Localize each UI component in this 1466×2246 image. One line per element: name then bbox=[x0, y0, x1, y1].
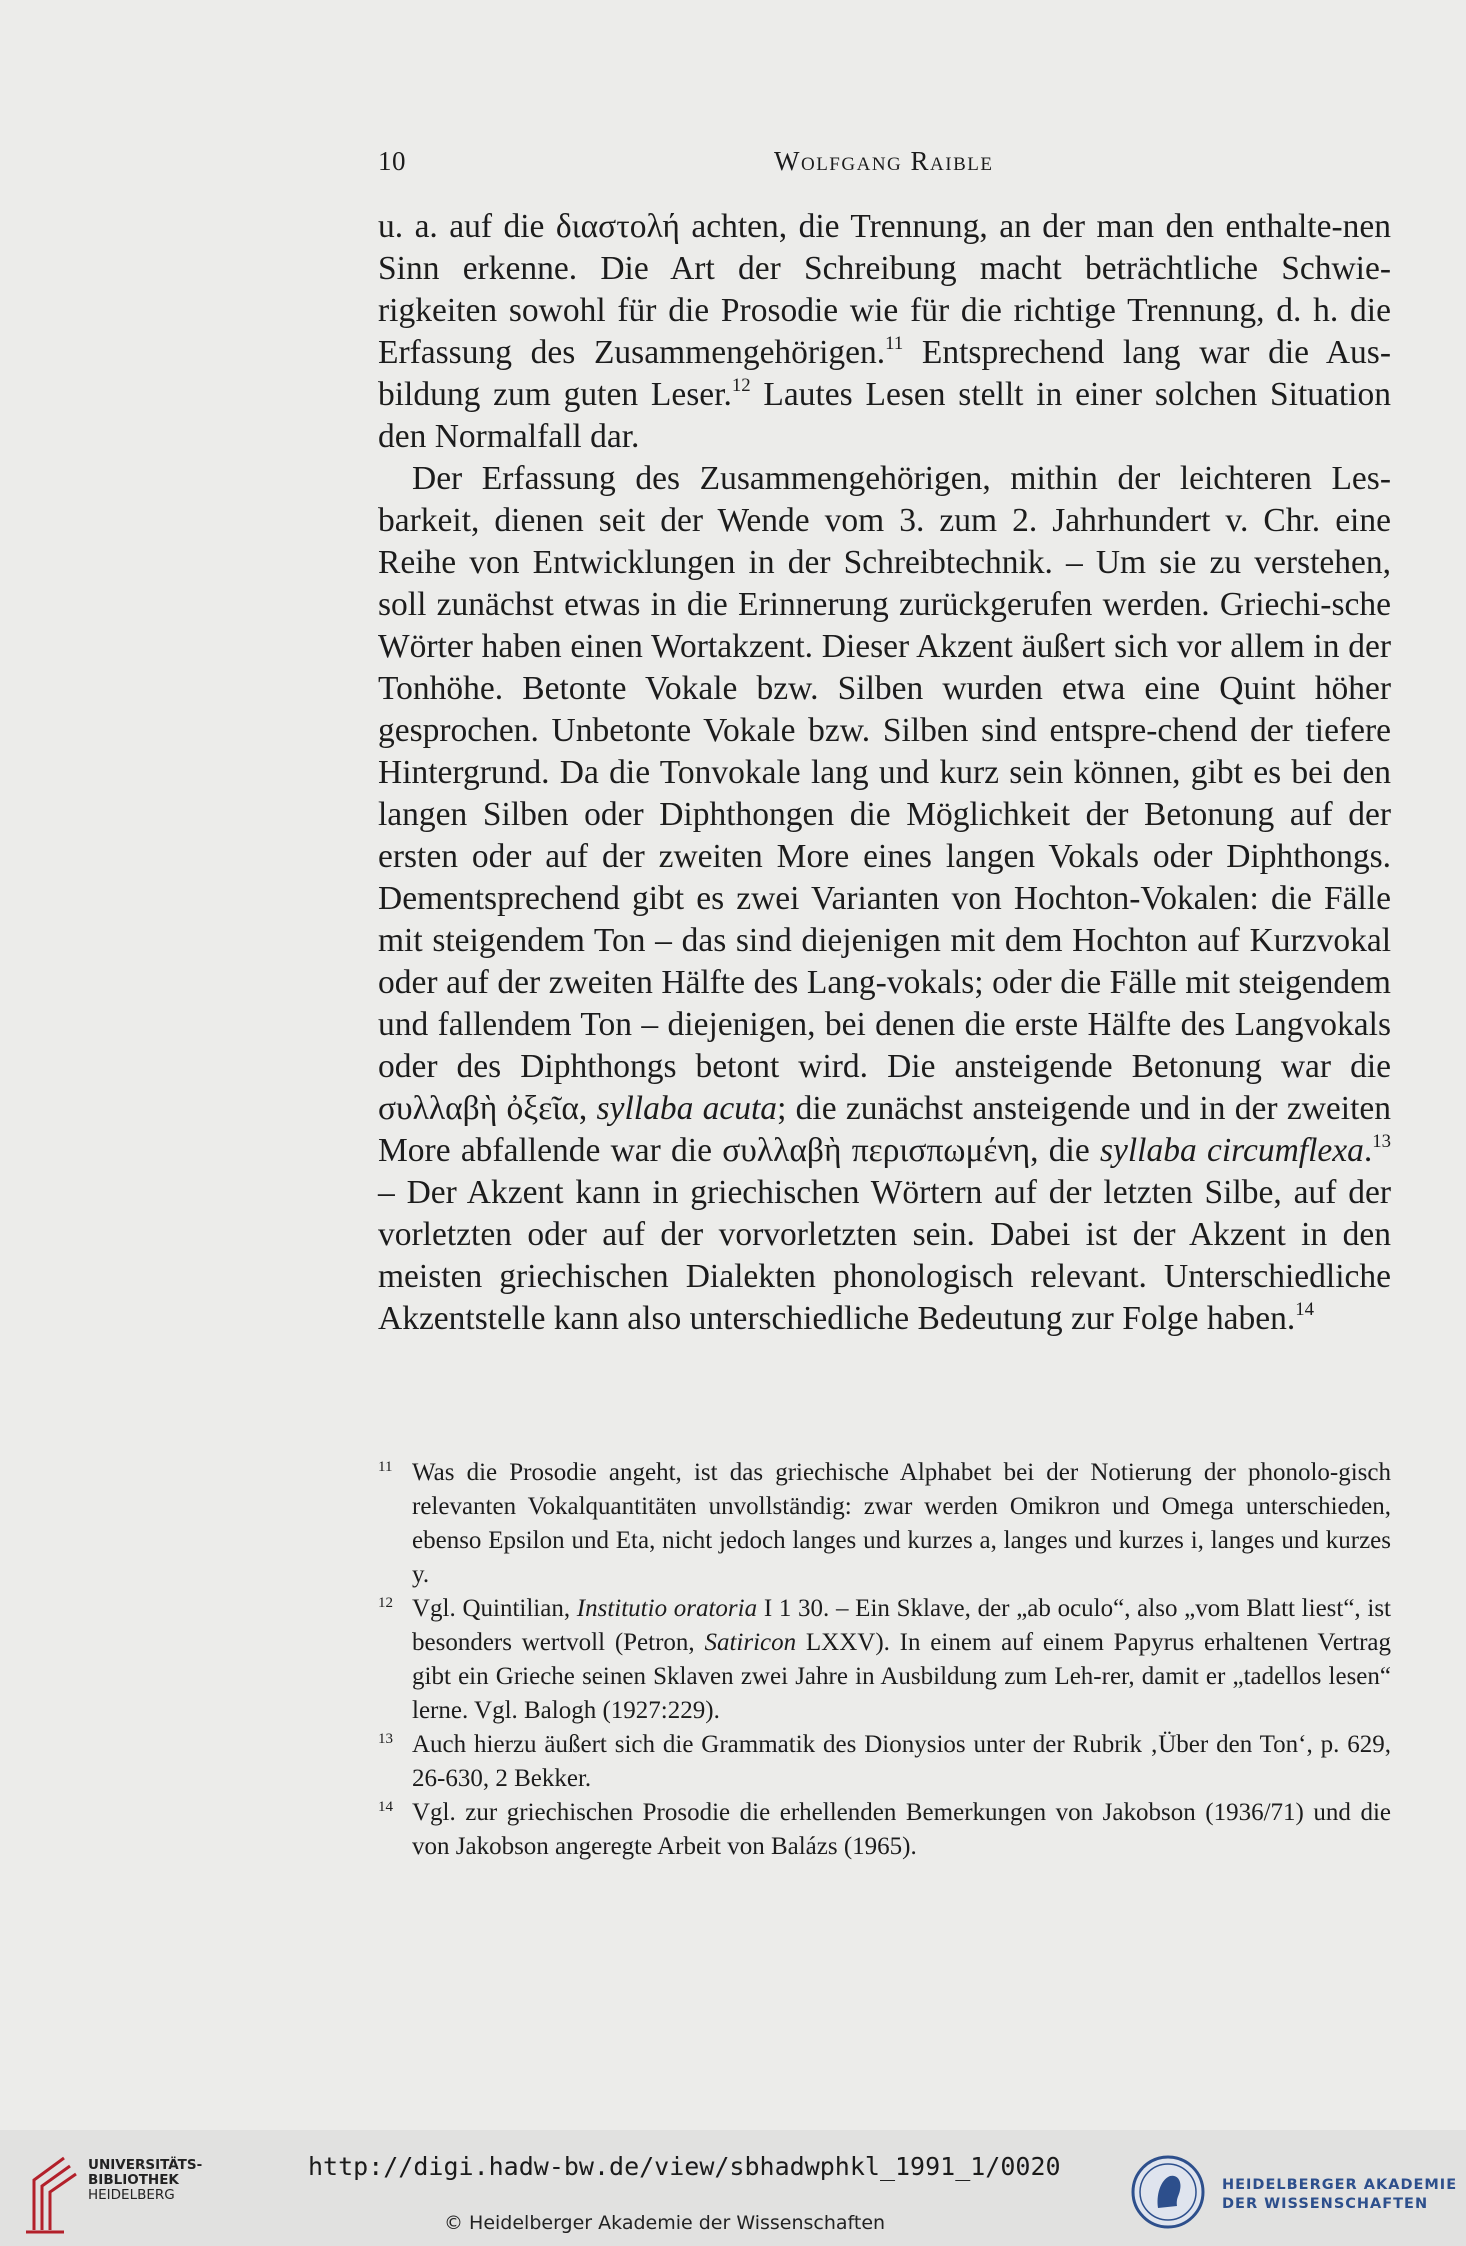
text-run: Lautes Lesen stellt in einer solchen Situation den Normalfall dar. bbox=[378, 376, 1391, 455]
footnote-text: Was die Prosodie angeht, ist das griechische Alphabet bei der Notierung der phonolo-gisch relevanten Vokalquantitäten unvollständig: zwar werden Omikron und Omega unterschieden, ebenso Epsilon und Eta, nicht jedoch langes und kurzes a, langes und kurzes i, langes und kurzes y. bbox=[412, 1459, 1391, 1588]
footnote-number: 12 bbox=[378, 1595, 393, 1611]
library-line: UNIVERSITÄTS- bbox=[88, 2157, 203, 2173]
italic-term: syllaba acuta bbox=[596, 1090, 778, 1127]
footnote-14 bbox=[378, 1796, 1391, 1864]
text-run: Entsprechend lang war die Aus-bildung zum guten Leser. bbox=[378, 334, 1391, 413]
text-run: u. a. auf die διαστολή achten, die Trennung, an der man den enthalte-nen Sinn erkenne. Die Art der Schreibung macht beträchtliche Schwie-rigkeiten sowohl für die Prosodie wie für die richtige Trennung, d. h. die Erfassung des Zusammengehörigen. bbox=[378, 208, 1391, 371]
footnote-ref-14[interactable]: 14 bbox=[1295, 1298, 1314, 1320]
footnote-text: I 1 30. – Ein Sklave, der „ab oculo“, also „vom Blatt liest“, ist besonders wertvoll (Petron, bbox=[412, 1595, 1392, 1656]
footnote-text: Vgl. Quintilian, bbox=[412, 1595, 577, 1622]
page-number: 10 bbox=[378, 146, 406, 176]
academy-line: DER WISSENSCHAFTEN bbox=[1222, 2196, 1429, 2212]
library-line: BIBLIOTHEK bbox=[88, 2172, 179, 2188]
academy-line: HEIDELBERGER AKADEMIE bbox=[1222, 2177, 1458, 2193]
library-line: HEIDELBERG bbox=[88, 2187, 175, 2203]
footnote-number: 13 bbox=[378, 1731, 393, 1747]
paragraph-1 bbox=[378, 206, 1391, 458]
text-run: ; die zunächst ansteigende und in der zweiten More abfallende war die συλλαβὴ περισπωμένη, die bbox=[378, 1090, 1392, 1169]
footnote-number: 11 bbox=[378, 1459, 393, 1475]
footnote-text: Vgl. zur griechischen Prosodie die erhellenden Bemerkungen von Jakobson (1936/71) und die von Jakobson angeregte Arbeit von Balázs (1965). bbox=[412, 1799, 1391, 1860]
viewer-footer bbox=[0, 2130, 1466, 2246]
footnote-text: LXXV). In einem auf einem Papyrus erhaltenen Vertrag gibt ein Grieche seinen Sklaven zwei Jahre in Ausbildung zum Leh-rer, damit er „tadellos lesen“ lerne. Vgl. Balogh (1927:229). bbox=[412, 1629, 1391, 1724]
copyright-notice: © Heidelberger Akademie der Wissenschaften bbox=[444, 2212, 886, 2234]
university-library-logo-icon[interactable] bbox=[20, 2150, 80, 2236]
footnote-ref-12[interactable]: 12 bbox=[731, 374, 751, 396]
paragraph-2 bbox=[378, 458, 1391, 1340]
academy-name bbox=[1222, 2176, 1457, 2214]
footnote-13 bbox=[378, 1728, 1391, 1796]
italic-title: Institutio oratoria bbox=[576, 1595, 758, 1622]
footnote-number: 14 bbox=[378, 1799, 393, 1815]
footnote-ref-13[interactable]: 13 bbox=[1372, 1130, 1391, 1152]
permalink-url[interactable]: http://digi.hadw-bw.de/view/sbhadwphkl_1991_1/0020 bbox=[308, 2152, 1061, 2181]
footnote-text: Auch hierzu äußert sich die Grammatik des Dionysios unter der Rubrik ‚Über den Ton‘, p. 629, 26-630, 2 Bekker. bbox=[412, 1731, 1391, 1792]
italic-term: syllaba circumflexa bbox=[1099, 1132, 1364, 1169]
text-run: – Der Akzent kann in griechischen Wörtern auf der letzten Silbe, auf der vorletzten oder auf der vorvorletzten sein. Dabei ist der Akzent in den meisten griechischen Dialekten phonologisch relevant. Unterschiedliche Akzentstelle kann also unterschiedliche Bedeutung zur Folge haben. bbox=[378, 1174, 1391, 1337]
footnote-ref-11[interactable]: 11 bbox=[885, 332, 904, 354]
text-run: . bbox=[1363, 1132, 1373, 1169]
footnote-11 bbox=[378, 1456, 1391, 1592]
footnotes bbox=[378, 1456, 1391, 1864]
academy-seal-icon[interactable] bbox=[1130, 2154, 1206, 2230]
main-text bbox=[378, 206, 1391, 1340]
library-name bbox=[88, 2158, 202, 2203]
italic-title: Satiricon bbox=[704, 1629, 797, 1656]
text-run: Der Erfassung des Zusammengehörigen, mithin der leichteren Les-barkeit, dienen seit der Wende vom 3. zum 2. Jahrhundert v. Chr. eine Reihe von Entwicklungen in der Schreibtechnik. – Um sie zu verstehen, soll zunächst etwas in die Erinnerung zurückgerufen werden. Griechi-sche Wörter haben einen Wortakzent. Dieser Akzent äußert sich vor allem in der Tonhöhe. Betonte Vokale bzw. Silben wurden etwa eine Quint höher gesprochen. Unbetonte Vokale bzw. Silben sind entspre-chend der tiefere Hintergrund. Da die Tonvokale lang und kurz sein können, gibt es bei den langen Silben oder Diphthongen die Möglichkeit der Betonung auf der ersten oder auf der zweiten More eines langen Vokals oder Diphthongs. Dementsprechend gibt es zwei Varianten von Hochton-Vokalen: die Fälle mit steigendem Ton – das sind diejenigen mit dem Hochton auf Kurzvokal oder auf der zweiten Hälfte des Lang-vokals; oder die Fälle mit steigendem und fallendem Ton – diejenigen, bei denen die erste Hälfte des Langvokals oder des Diphthongs betont wird. Die ansteigende Betonung war die συλλαβὴ ὀξεῖα, bbox=[378, 460, 1391, 1127]
running-head-author: Wolfgang Raible bbox=[774, 146, 994, 176]
footnote-12 bbox=[378, 1592, 1391, 1728]
